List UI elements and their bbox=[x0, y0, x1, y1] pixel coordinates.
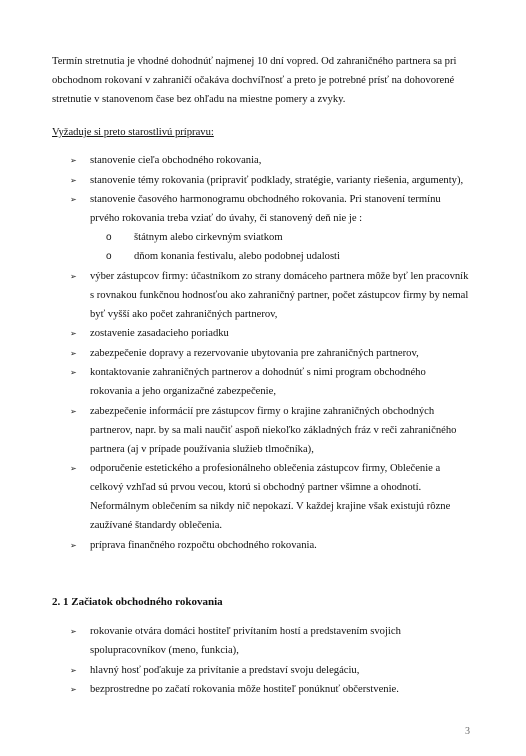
meeting-start-list bbox=[70, 622, 470, 700]
arrow-bullet-icon: ➢ bbox=[70, 195, 77, 204]
sublist-item: o dňom konania festivalu, alebo podobnej udalosti bbox=[106, 247, 470, 266]
arrow-bullet-icon: ➢ bbox=[70, 156, 77, 165]
list-item: ➢ hlavný hosť poďakuje za privítanie a predstaví svoju delegáciu, bbox=[70, 661, 470, 680]
list-item: ➢ stanovenie časového harmonogramu obchodného rokovania. Pri stanovení termínu prvého rokovania treba vziať do úvahy, či stanovený deň nie je : o štátnym alebo cirkevným sviatkom o dňom konania festivalu, alebo podobnej udalosti bbox=[70, 190, 470, 266]
arrow-bullet-icon: ➢ bbox=[70, 175, 77, 185]
arrow-bullet-icon: ➢ bbox=[70, 348, 77, 358]
arrow-bullet-icon: ➢ bbox=[70, 271, 77, 281]
list-item: ➢ kontaktovanie zahraničných partnerov a dohodnúť s nimi program obchodného rokovania a jeho organizačné zabezpečenie, bbox=[70, 363, 470, 401]
arrow-bullet-icon: ➢ bbox=[70, 665, 77, 675]
list-item: ➢ odporučenie estetického a profesionálneho oblečenia zástupcov firmy, Oblečenie a celkový vzhľad sú prvou vecou, ktorú si obchodný partner všimne a ohodnotí. Neformálnym oblečením sa nikdy nič nepokazí. V každej krajine však existujú rôzne zaužívané štandardy oblečenia. bbox=[70, 459, 470, 535]
section-heading: 2. 1 Začiatok obchodného rokovania bbox=[52, 596, 223, 608]
arrow-bullet-icon: ➢ bbox=[70, 627, 77, 636]
circle-bullet-icon: o bbox=[106, 251, 112, 262]
arrow-bullet-icon: ➢ bbox=[70, 685, 77, 694]
circle-bullet-icon: o bbox=[106, 232, 112, 243]
list-item: ➢ zabezpečenie dopravy a rezervovanie ubytovania pre zahraničných partnerov, bbox=[70, 344, 470, 363]
arrow-bullet-icon: ➢ bbox=[70, 540, 77, 550]
list-item: ➢ zabezpečenie informácií pre zástupcov firmy o krajine zahraničných obchodných partnerov, napr. by sa mali naučiť aspoň niekoľko základných fráz v reči zahraničného partnera (aj v prípade používania služieb tlmočníka), bbox=[70, 402, 470, 459]
sublist-item: o štátnym alebo cirkevným sviatkom bbox=[106, 228, 470, 247]
preparation-title: Vyžaduje si preto starostlivú prípravu: bbox=[52, 127, 214, 138]
list-item: ➢ stanovenie cieľa obchodného rokovania, bbox=[70, 151, 470, 170]
intro-paragraph: Termín stretnutia je vhodné dohodnúť najmenej 10 dní vopred. Od zahraničného partnera sa pri obchodnom rokovaní v zahraničí očakáva dochvíľnosť a preto je potrebné prísť na dohovorené stretnutie v stanovenom čase bez ohľadu na miestne pomery a zvyky. bbox=[52, 56, 457, 105]
page-number: 3 bbox=[465, 726, 470, 737]
list-item: ➢ zostavenie zasadacieho poriadku bbox=[70, 324, 470, 343]
list-item: ➢ rokovanie otvára domáci hostiteľ privítaním hostí a predstavením svojich spolupracovníkov (meno, funkcia), bbox=[70, 622, 470, 660]
arrow-bullet-icon: ➢ bbox=[70, 329, 77, 338]
arrow-bullet-icon: ➢ bbox=[70, 464, 77, 473]
list-item: ➢ výber zástupcov firmy: účastníkom zo strany domáceho partnera môže byť len pracovník s rovnakou funkčnou hodnosťou ako zahraničný partner, počet zástupcov firmy by nemal byť vyšší ako počet zahraničných partnerov, bbox=[70, 267, 470, 324]
list-item: ➢ stanovenie témy rokovania (pripraviť podklady, stratégie, varianty riešenia, argumenty), bbox=[70, 171, 470, 190]
arrow-bullet-icon: ➢ bbox=[70, 406, 77, 416]
arrow-bullet-icon: ➢ bbox=[70, 368, 77, 377]
preparation-list bbox=[70, 151, 470, 555]
holiday-sublist bbox=[90, 228, 470, 266]
list-item: ➢ bezprostredne po začatí rokovania môže hostiteľ ponúknuť občerstvenie. bbox=[70, 680, 470, 699]
list-item: ➢ príprava finančného rozpočtu obchodného rokovania. bbox=[70, 536, 470, 555]
